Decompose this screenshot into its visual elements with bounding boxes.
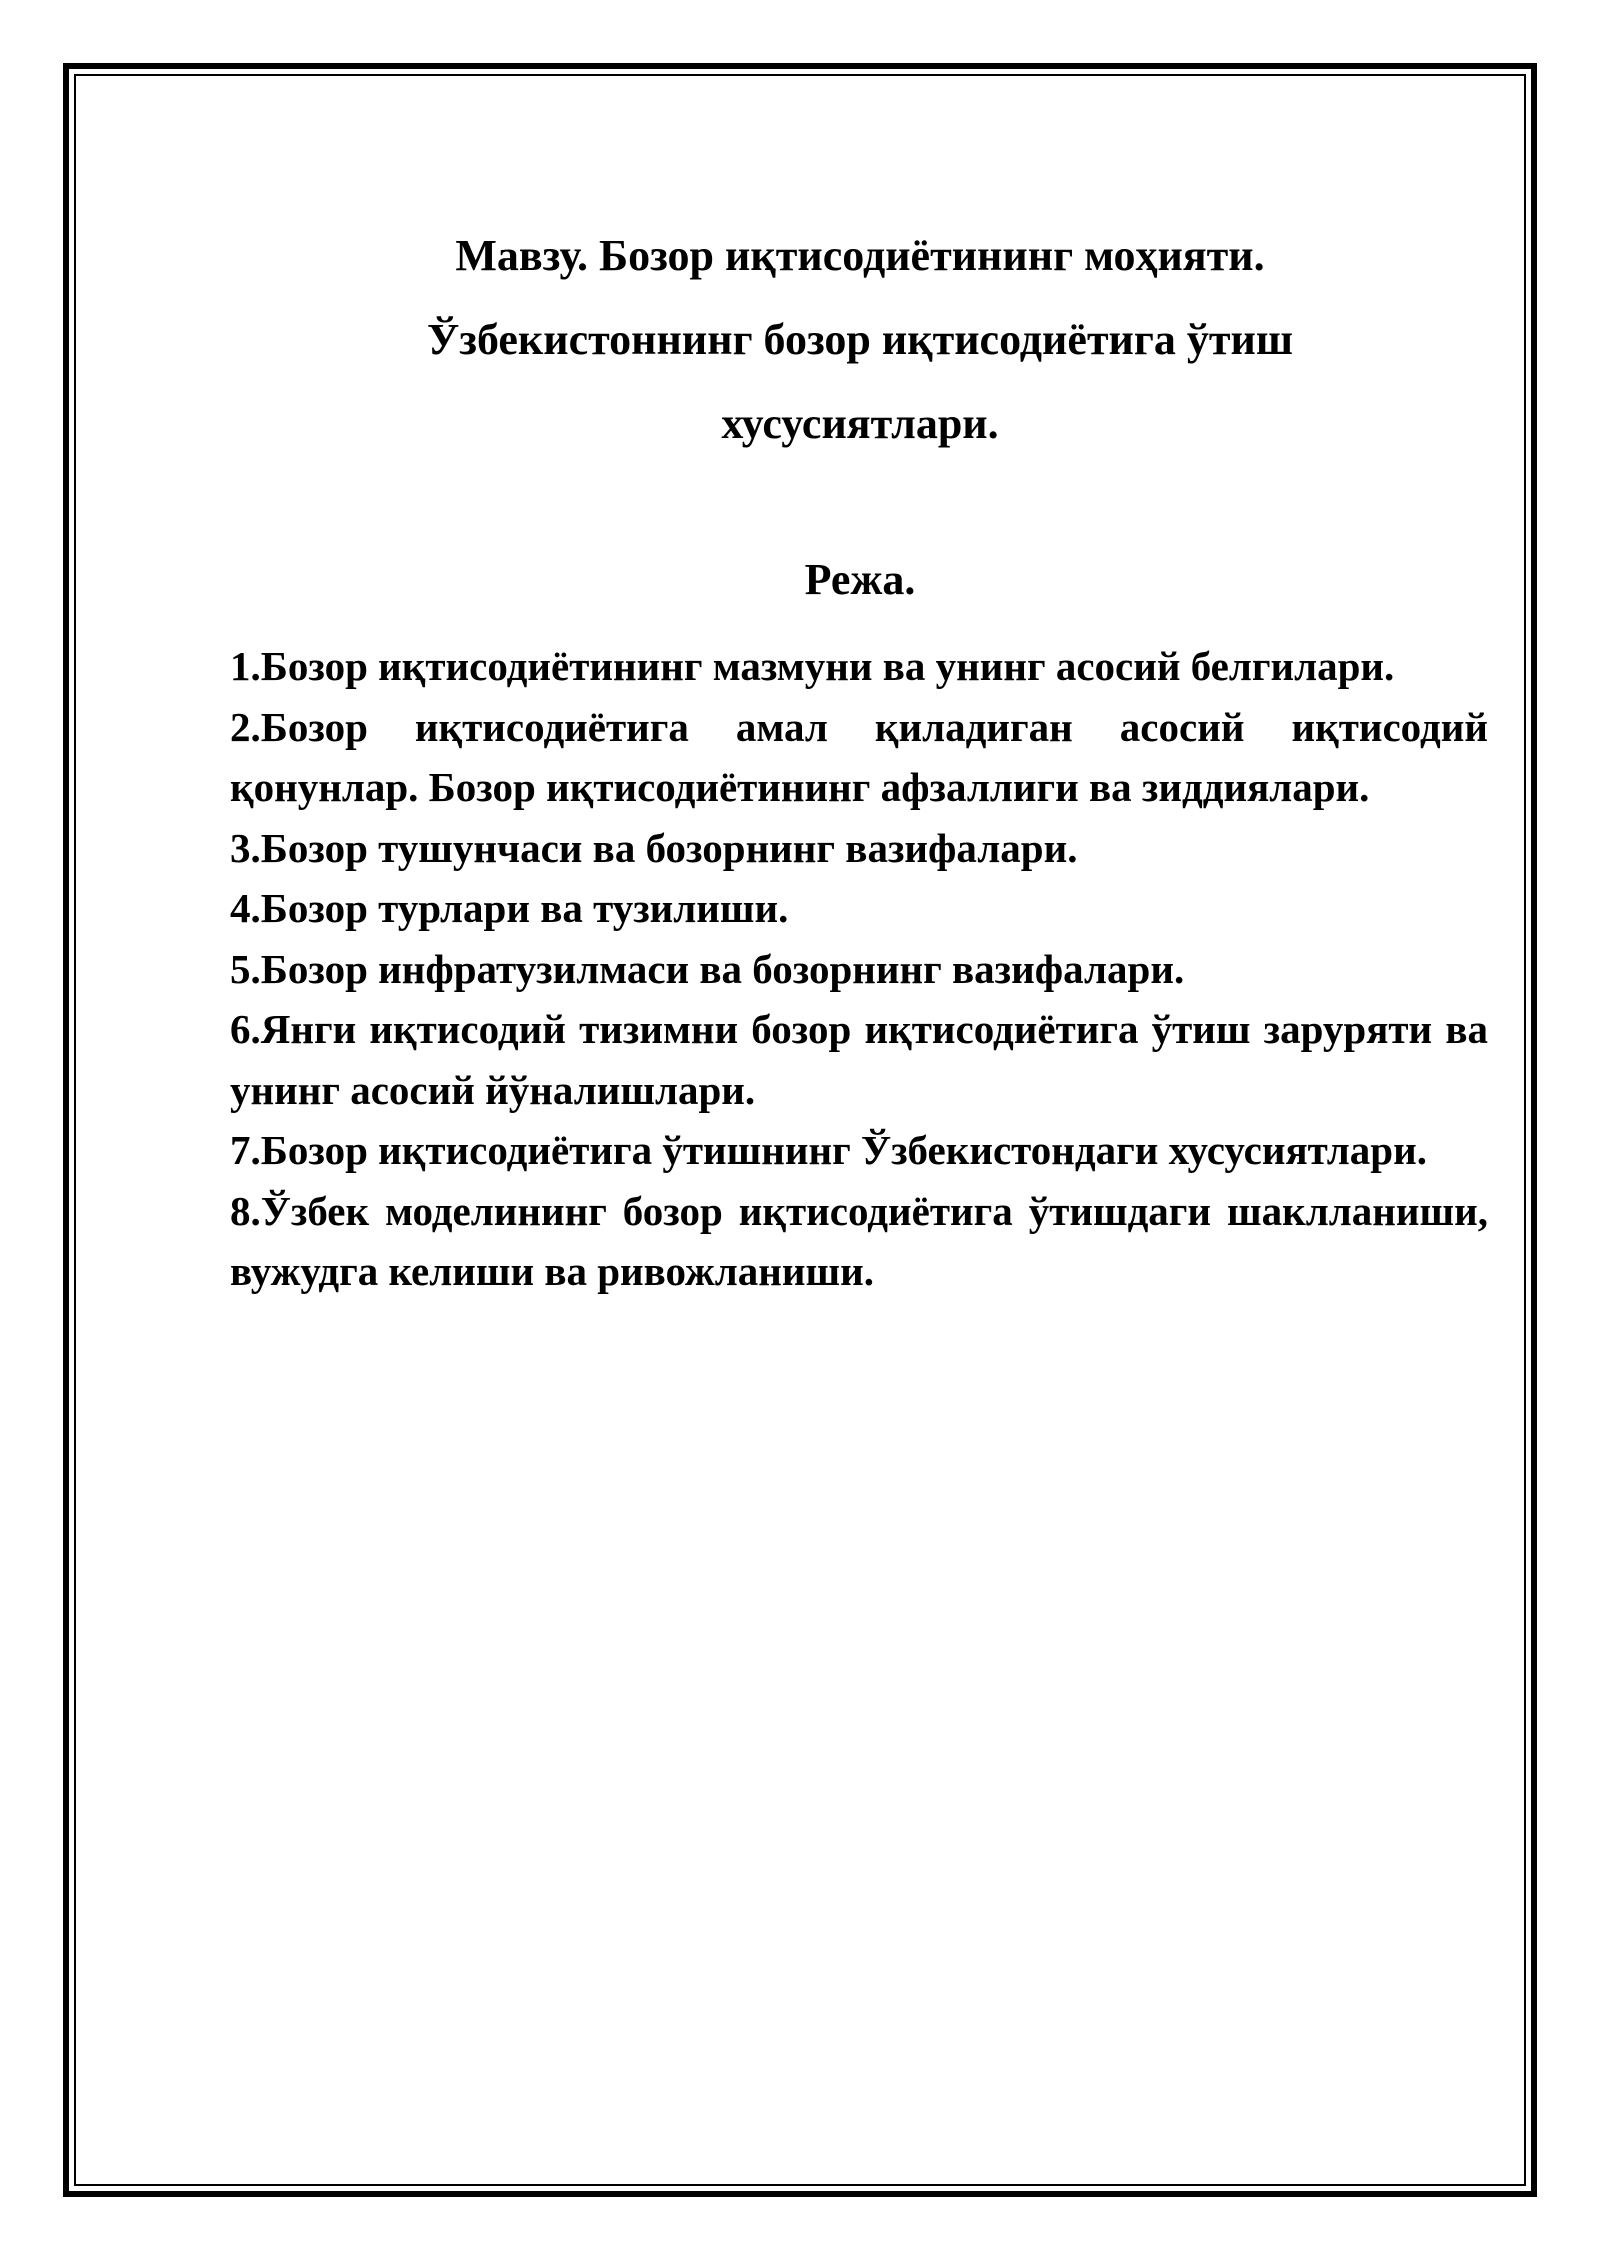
plan-item-3: 3.Бозор тушунчаси ва бозорнинг вазифалари. bbox=[230, 824, 1078, 871]
title-line-2: Ўзбекистоннинг бозор иқтисодиётига ўтиш bbox=[426, 315, 1293, 364]
plan-item-2: 2.Бозор иқтисодиётига амал қиладиган асосий иқтисодий қонунлар. Бозор иқтисодиётининг афзаллиги ва зиддиялари. bbox=[230, 703, 1488, 810]
plan-item-1: 1.Бозор иқтисодиётининг мазмуни ва унинг асосий белгилари. bbox=[230, 643, 1395, 689]
plan-item-4: 4.Бозор турлари ва тузилиши. bbox=[230, 885, 789, 931]
plan-item-8: 8.Ўзбек моделининг бозор иқтисодиётига ўтишдаги шаклланиши, вужудга келиши ва ривожланиши. bbox=[230, 1187, 1488, 1294]
plan-item-7: 7.Бозор иқтисодиётига ўтишнинг Ўзбекистондаги хусусиятлари. bbox=[230, 1127, 1427, 1173]
document-title bbox=[230, 214, 1490, 466]
title-line-1: Мавзу. Бозор иқтисодиётининг моҳияти. bbox=[455, 231, 1265, 280]
plan-item-6: 6.Янги иқтисодий тизимни бозор иқтисодиётига ўтиш заруряти ва унинг асосий йўналишлари. bbox=[230, 1006, 1488, 1113]
plan-heading: Режа. bbox=[804, 555, 916, 604]
plan-list bbox=[230, 636, 1488, 1302]
title-line-3: хусусиятлари. bbox=[721, 399, 999, 448]
plan-item-5: 5.Бозор инфратузилмаси ва бозорнинг вазифалари. bbox=[230, 945, 1185, 992]
